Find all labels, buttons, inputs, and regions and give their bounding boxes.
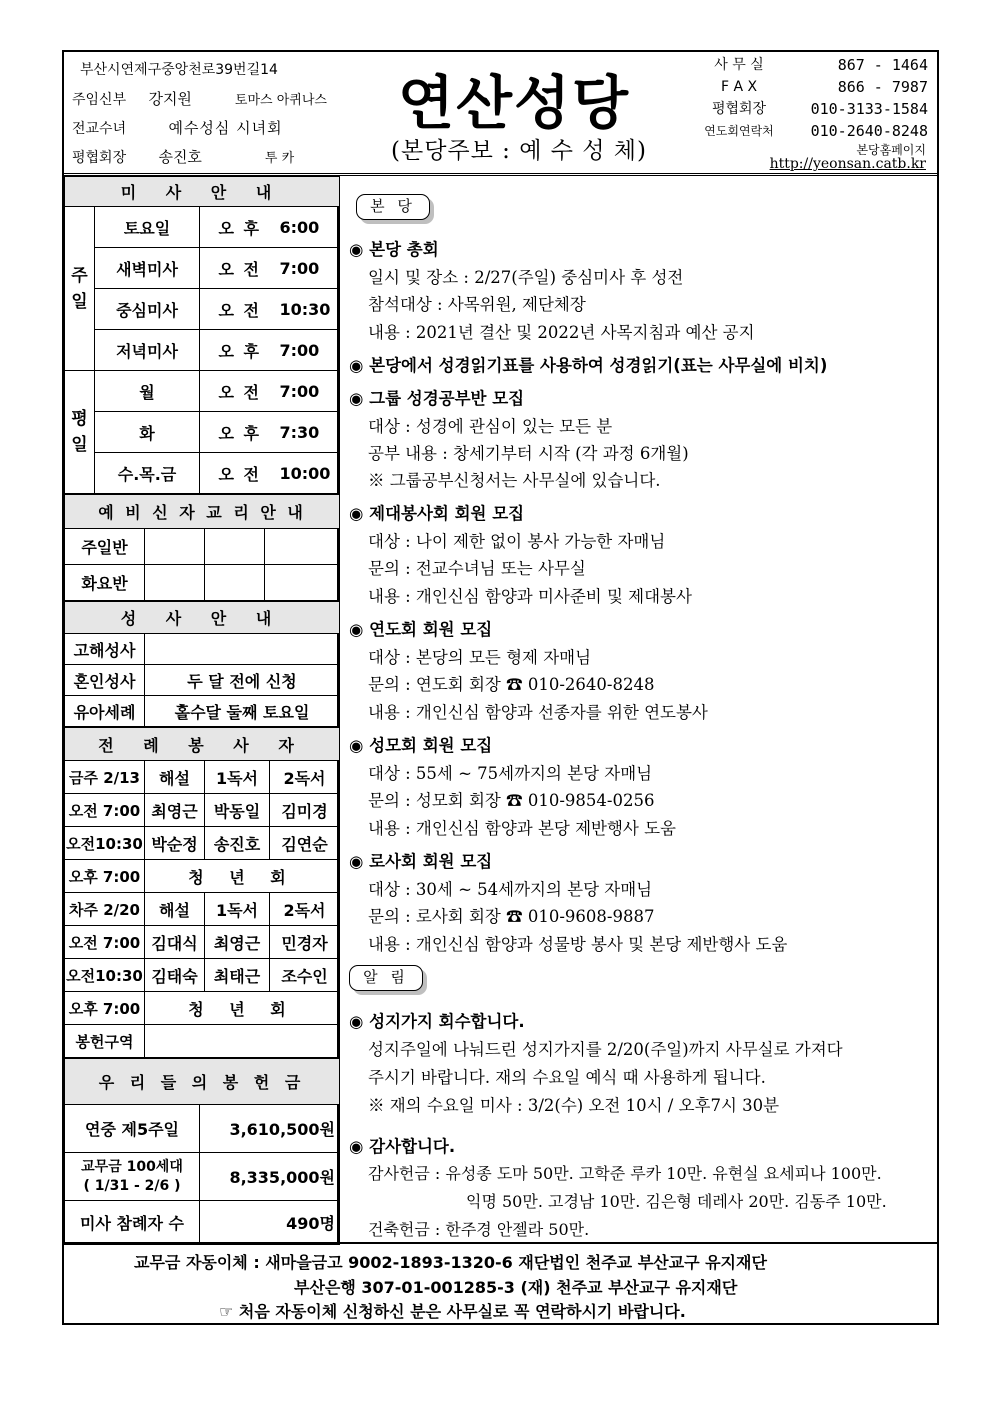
alert-line: 감사헌금 : 유성종 도마 50만. 고학준 루카 10만. 유현실 요세피나 100만. [368, 1164, 882, 1183]
server-cell: 해설 [145, 893, 205, 926]
mass-name: 화 [95, 412, 200, 453]
notice-title: ◉ 본당에서 성경읽기표를 사용하여 성경읽기(표는 사무실에 비치) [349, 356, 828, 375]
mass-time: 10:30 [280, 289, 340, 330]
mass-ampm: 오 전 [200, 248, 280, 289]
mass-heading: 미 사 안 내 [65, 177, 340, 207]
server-cell: 1독서 [205, 893, 270, 926]
bank-transfer-footer [64, 1242, 937, 1323]
notice-line: 내용 : 2021년 결산 및 2022년 사목지침과 예산 공지 [368, 323, 755, 342]
server-cell: 최태근 [205, 959, 270, 992]
server-cell: 조수인 [270, 959, 340, 992]
mass-name: 월 [95, 371, 200, 412]
server-cell: 청 년 회 [145, 992, 340, 1025]
mass-ampm: 오 후 [200, 330, 280, 371]
server-slot: 오후 7:00 [65, 992, 145, 1025]
pastor-name: 강지원 [148, 90, 192, 108]
server-cell [145, 1025, 340, 1058]
council-name: 송진호 [158, 148, 202, 166]
footer-line: ☞ 처음 자동이체 신청하신 분은 사무실로 꼭 연락하시기 바랍니다. [219, 1302, 686, 1321]
catechumen-table [64, 494, 340, 601]
notice-line: 일시 및 장소 : 2/27(주일) 중심미사 후 성전 [368, 268, 684, 287]
servers-heading: 전 례 봉 사 자 [65, 728, 340, 761]
homepage-info [724, 143, 934, 171]
contact-row: 연도회연락처 010-2640-8248 [704, 122, 928, 140]
notice-line: 참석대상 : 사목위원, 제단체장 [368, 295, 586, 314]
mass-name: 토요일 [95, 207, 200, 248]
class-name: 주일반 [65, 529, 145, 565]
notice-line: 대상 : 나이 제한 없이 봉사 가능한 자매님 [368, 532, 666, 551]
contact-row: F A X 866 - 7987 [720, 78, 928, 96]
parish-tag: 본 당 [356, 194, 430, 220]
notice-title: ◉ 그룹 성경공부반 모집 [349, 389, 525, 408]
sacrament-value: 두 달 전에 신청 [145, 665, 340, 696]
notice-line: 대상 : 55세 ~ 75세까지의 본당 자매님 [368, 764, 653, 783]
mass-name: 저녁미사 [95, 330, 200, 371]
alert-line: ※ 재의 수요일 미사 : 3/2(수) 오전 10시 / 오후7시 30분 [368, 1096, 780, 1115]
council-baptismal-name: 투 카 [264, 151, 295, 166]
notice-line: 공부 내용 : 창세기부터 시작 (각 과정 6개월) [368, 444, 689, 463]
notice-line: 대상 : 본당의 모든 형제 자매님 [368, 648, 592, 667]
notice-line: 문의 : 성모회 회장 ☎ 010-9854-0256 [368, 791, 655, 810]
notice-line: 내용 : 개인신심 함양과 미사준비 및 제대봉사 [368, 587, 692, 606]
mass-ampm: 오 후 [200, 207, 280, 248]
mass-time: 7:30 [280, 412, 340, 453]
alert-line: 주시기 바랍니다. 재의 수요일 예식 때 사용하게 됩니다. [368, 1068, 766, 1087]
server-cell: 김미경 [270, 794, 340, 827]
notice-line: 대상 : 성경에 관심이 있는 모든 분 [368, 417, 613, 436]
notice-line: 대상 : 30세 ~ 54세까지의 본당 자매님 [368, 880, 653, 899]
server-cell: 최영근 [145, 794, 205, 827]
server-slot: 차주 2/20 [65, 893, 145, 926]
contact-row: 사 무 실 867 - 1464 [714, 56, 928, 74]
offering-value: 8,335,000원 [200, 1153, 340, 1201]
mass-time: 6:00 [280, 207, 340, 248]
parish-address: 부산시연제구중앙천로39번길14 [80, 62, 278, 78]
homepage-label: 본당홈페이지 [856, 143, 926, 157]
footer-line: 교무금 자동이체 : 새마을금고 9002-1893-1320-6 재단법인 천주교 부산교구 유지재단 [134, 1253, 767, 1272]
offering-name: 연중 제5주일 [65, 1105, 200, 1153]
sacrament-value: 홀수달 둘째 토요일 [145, 696, 340, 727]
server-cell: 송진호 [205, 827, 270, 860]
server-cell: 김대식 [145, 926, 205, 959]
sister-role: 전교수녀 [72, 121, 127, 137]
notice-title: ◉ 연도회 회원 모집 [349, 620, 493, 639]
offering-name: 교무금 100세대 ( 1/31 - 2/6 ) [65, 1153, 200, 1201]
mass-name: 수.목.금 [95, 453, 200, 494]
mass-time: 7:00 [280, 371, 340, 412]
server-slot: 봉헌구역 [65, 1025, 145, 1058]
contact-row: 평협회장 010-3133-1584 [711, 100, 928, 118]
sacrament-name: 유아세례 [65, 696, 145, 727]
server-cell: 박동일 [205, 794, 270, 827]
sacrament-name: 고해성사 [65, 634, 145, 665]
server-slot: 오전 7:00 [65, 794, 145, 827]
mass-name: 새벽미사 [95, 248, 200, 289]
notice-line: 문의 : 전교수녀님 또는 사무실 [368, 559, 586, 578]
server-cell: 2독서 [270, 893, 340, 926]
mass-ampm: 오 전 [200, 289, 280, 330]
notice-line: 내용 : 개인신심 함양과 성물방 봉사 및 본당 제반행사 도움 [368, 935, 788, 954]
mass-time: 7:00 [280, 330, 340, 371]
notice-line: 내용 : 개인신심 함양과 본당 제반행사 도움 [368, 819, 676, 838]
alert-line: 건축헌금 : 한주경 안젤라 50만. [368, 1220, 590, 1239]
server-slot: 오전 7:00 [65, 926, 145, 959]
mass-ampm: 오 후 [200, 412, 280, 453]
alert-line: 성지주일에 나눠드린 성지가지를 2/20(주일)까지 사무실로 가져다 [368, 1040, 843, 1059]
notices-column [341, 176, 937, 1242]
notice-title: ◉ 제대봉사회 회원 모집 [349, 504, 525, 523]
weekday-label: 평일 [65, 371, 95, 494]
server-cell: 해설 [145, 761, 205, 794]
server-slot: 오전10:30 [65, 959, 145, 992]
server-slot: 금주 2/13 [65, 761, 145, 794]
offering-table [64, 1058, 340, 1245]
server-cell: 청 년 회 [145, 860, 340, 893]
pastor-role: 주임신부 [72, 92, 127, 108]
catechumen-heading: 예 비 신 자 교 리 안 내 [65, 495, 340, 529]
mass-time: 7:00 [280, 248, 340, 289]
alert-title: ◉ 성지가지 회수합니다. [349, 1012, 525, 1031]
alert-title: ◉ 감사합니다. [349, 1137, 456, 1156]
server-cell: 민경자 [270, 926, 340, 959]
parish-staff-info [72, 56, 362, 172]
notice-title: ◉ 본당 총회 [349, 240, 439, 259]
offering-value: 3,610,500원 [200, 1105, 340, 1153]
server-cell: 박순정 [145, 827, 205, 860]
notice-line: 문의 : 로사회 회장 ☎ 010-9608-9887 [368, 907, 655, 926]
notice-title: ◉ 로사회 회원 모집 [349, 852, 493, 871]
server-cell: 1독서 [205, 761, 270, 794]
offering-heading: 우 리 들 의 봉 헌 금 [65, 1059, 340, 1105]
bulletin-page [62, 50, 939, 1325]
notice-line: ※ 그룹공부신청서는 사무실에 있습니다. [368, 471, 661, 490]
sacraments-heading: 성 사 안 내 [65, 602, 340, 634]
notice-title: ◉ 성모회 회원 모집 [349, 736, 493, 755]
server-cell: 2독서 [270, 761, 340, 794]
sacrament-value [145, 634, 340, 665]
notice-line: 문의 : 연도회 회장 ☎ 010-2640-8248 [368, 675, 655, 694]
mass-name: 중심미사 [95, 289, 200, 330]
server-cell: 김태숙 [145, 959, 205, 992]
server-slot: 오후 7:00 [65, 860, 145, 893]
sister-name: 예수성심 시녀회 [168, 119, 283, 137]
mass-ampm: 오 전 [200, 371, 280, 412]
server-cell: 최영근 [205, 926, 270, 959]
notice-tag: 알 림 [349, 965, 423, 991]
contact-list [684, 54, 934, 142]
homepage-link[interactable]: http://yeonsan.catb.kr [769, 156, 926, 172]
mass-ampm: 오 전 [200, 453, 280, 494]
council-role: 평협회장 [72, 150, 127, 166]
offering-value: 490명 [200, 1201, 340, 1245]
server-cell: 김연순 [270, 827, 340, 860]
mass-schedule-table [64, 176, 340, 494]
offering-name: 미사 참례자 수 [65, 1201, 200, 1245]
liturgy-servers-table [64, 727, 340, 1058]
class-name: 화요반 [65, 565, 145, 601]
pastor-baptismal-name: 토마스 아퀴나스 [234, 93, 327, 108]
bulletin-subtitle: (본당주보 : 예 수 성 체) [391, 138, 647, 164]
notice-line: 내용 : 개인신심 함양과 선종자를 위한 연도봉사 [368, 703, 708, 722]
server-slot: 오전10:30 [65, 827, 145, 860]
sunday-label: 주일 [65, 207, 95, 371]
footer-line: 부산은행 307-01-001285-3 (재) 천주교 부산교구 유지재단 [294, 1278, 738, 1297]
parish-title: 연산성당 [397, 69, 631, 137]
mass-time: 10:00 [280, 453, 340, 494]
left-info-column [64, 176, 339, 1242]
alert-line: 익명 50만. 고경남 10만. 김은형 데레사 20만. 김동주 10만. [466, 1192, 887, 1211]
sacraments-table [64, 601, 340, 727]
sacrament-name: 혼인성사 [65, 665, 145, 696]
bulletin-header [64, 52, 937, 176]
